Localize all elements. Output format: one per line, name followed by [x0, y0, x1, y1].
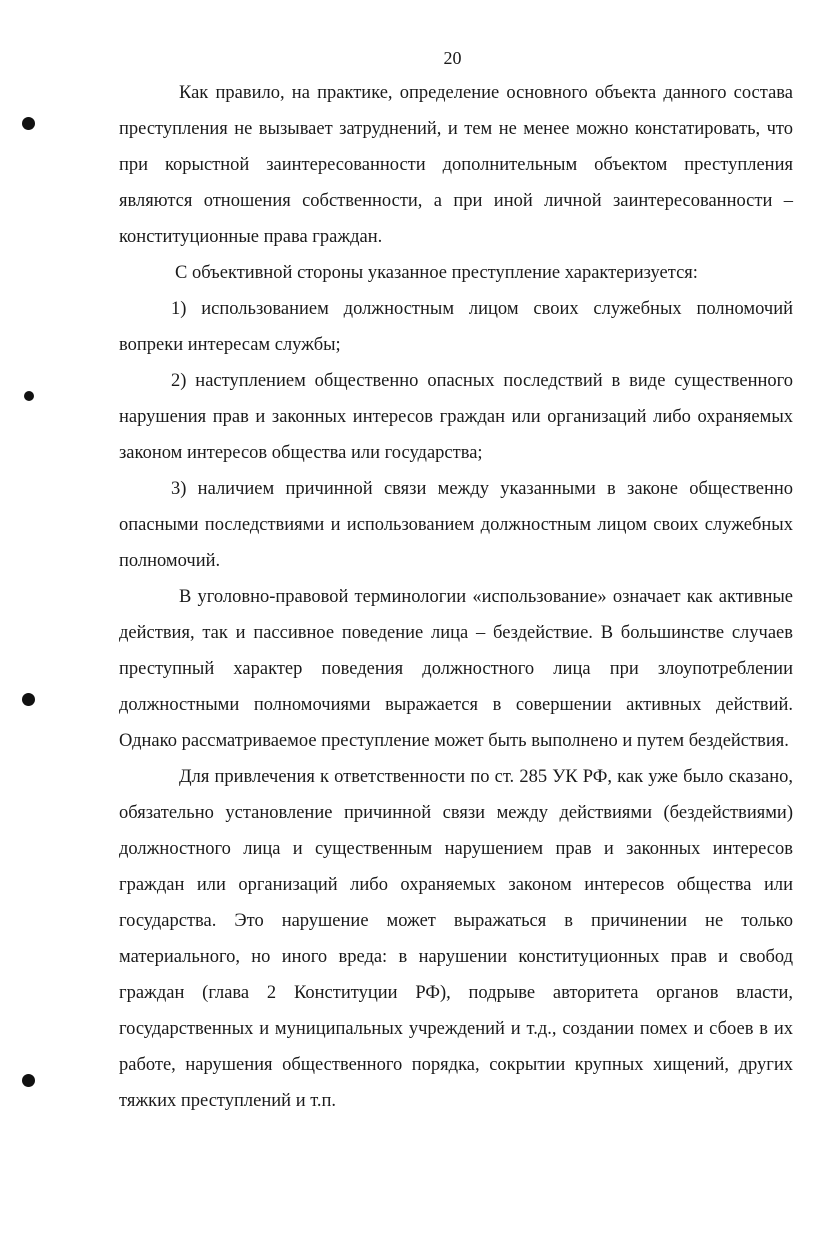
- paragraph-liability: Для привлечения к ответственности по ст. 285 УК РФ, как уже было сказано, обязательно установление причинной связи между действиями (бездействиями) должностного лица и существенным нарушением прав и законных интересов граждан или организаций либо охраняемых законом интересов общества или государства. Это нарушение может выражаться в причинении не только материального, но иного вреда: в нарушении конституционных прав и свобод граждан (глава 2 Конституции РФ), подрыве авторитета органов власти, государственных и муниципальных учреждений и т.д., создании помех и сбоев в их работе, нарушения общественного порядка, сокрытии крупных хищений, других тяжких преступлений и т.п.: [119, 767, 793, 1111]
- list-item-1: 1) использованием должностным лицом своих служебных полномочий вопреки интересам службы;: [119, 299, 793, 355]
- paragraph-terminology: В уголовно-правовой терминологии «использование» означает как активные действия, так и пассивное поведение лица – бездействие. В большинстве случаев преступный характер поведения должностного лица при злоупотреблении должностными полномочиями выражается в совершении активных действий. Однако рассматриваемое преступление может быть выполнено и путем бездействия.: [119, 587, 793, 751]
- punch-hole-mark: [22, 117, 35, 130]
- page-number: 20: [443, 48, 462, 68]
- list-item-3: 3) наличием причинной связи между указанными в законе общественно опасными последствиями и использованием должностным лицом своих служебных полномочий.: [119, 479, 793, 571]
- list-item-2: 2) наступлением общественно опасных последствий в виде существенного нарушения прав и законных интересов граждан или организаций либо охраняемых законом интересов общества или государства;: [119, 371, 793, 463]
- punch-hole-mark: [24, 391, 34, 401]
- punch-hole-mark: [22, 1074, 35, 1087]
- document-body: [119, 75, 793, 1119]
- punch-hole-mark: [22, 693, 35, 706]
- paragraph-objective-side: С объективной стороны указанное преступление характеризуется:: [175, 263, 698, 283]
- paragraph-intro: Как правило, на практике, определение основного объекта данного состава преступления не вызывает затруднений, и тем не менее можно констатировать, что при корыстной заинтересованности дополнительным объектом преступления являются отношения собственности, а при иной личной заинтересованности – конституционные права граждан.: [119, 83, 793, 247]
